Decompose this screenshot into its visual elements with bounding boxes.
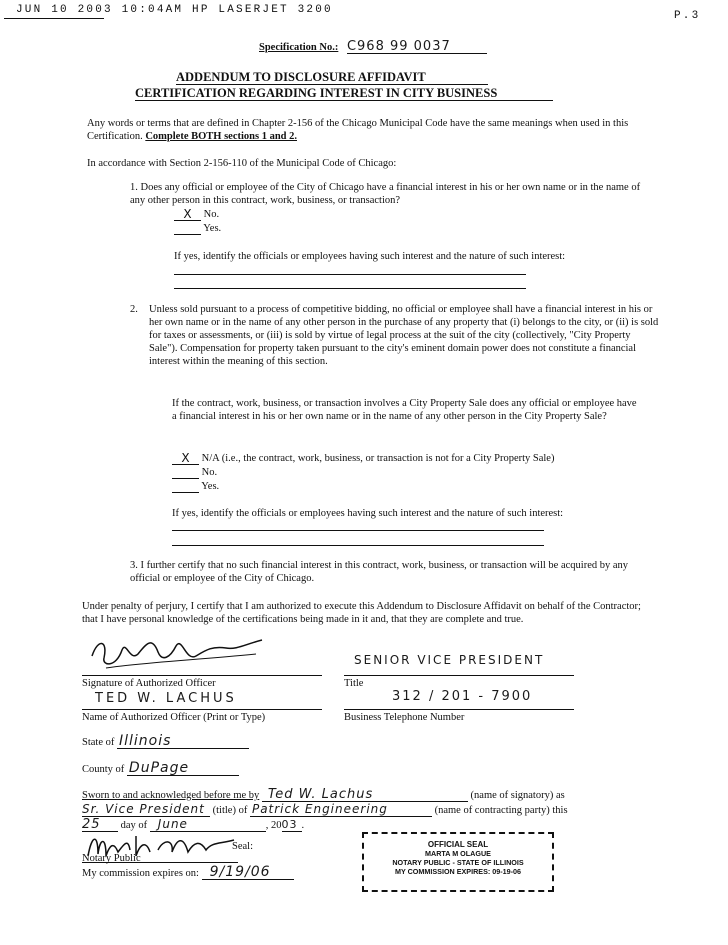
specification-number: C968 99 0037 (347, 40, 487, 54)
q1-option-yes (174, 222, 221, 235)
officer-name-line (82, 709, 322, 710)
question-2-text: Unless sold pursuant to a process of competitive bidding, no official or employee shall have a financial interest in his or her own name or in the name of any other person in the purchase of any property that (i) belongs to the city, or (ii) is sold for taxes or assessments, or (iii) is sold by virtue of legal process at the suit of the city (collectively, "City Property Sale"). Compensation for property taken pursuant to the city's eminent domain power does not constitute a financial interest within the meaning of this section. (149, 304, 659, 367)
month-value: June (150, 818, 266, 832)
phone-value: 312 / 201 - 7900 (392, 689, 533, 704)
specification-field (259, 40, 487, 54)
q2-answer-line-2 (172, 545, 544, 546)
intro-emphasis: Complete BOTH sections 1 and 2. (145, 131, 297, 142)
seal-title: OFFICIAL SEAL (427, 840, 489, 849)
q2-no-label: No. (201, 467, 218, 478)
q1-answer-line-2 (174, 288, 526, 289)
seal-state: NOTARY PUBLIC - STATE OF ILLINOIS (392, 858, 524, 867)
officer-signature (86, 632, 276, 674)
title-value: SENIOR VICE PRESIDENT (354, 653, 545, 667)
document-title: ADDENDUM TO DISCLOSURE AFFIDAVIT (176, 70, 426, 84)
q2-na-label: N/A (i.e., the contract, work, business, or transaction is not for a City Property Sale) (201, 453, 555, 464)
perjury-statement: Under penalty of perjury, I certify that I am authorized to execute this Addendum to Disclosure Affidavit on behalf of the Contractor; that I have personal knowledge of the certifications being made in it and, that they are complete and true. (82, 601, 641, 625)
sworn-label: Sworn to and acknowledged before me by (82, 790, 260, 801)
year-value: 03 (282, 818, 302, 832)
contracting-party-value: Patrick Engineering (250, 803, 432, 817)
commission-value: 9/19/06 (202, 866, 294, 880)
officer-name-value: TED W. LACHUS (95, 691, 237, 706)
accordance-line: In accordance with Section 2-156-110 of the Municipal Code of Chicago: (87, 158, 397, 169)
intro-text: Any words or terms that are defined in Chapter 2-156 of the Chicago Municipal Code have the same meanings when used in this Certification. (87, 118, 629, 142)
document-subtitle: CERTIFICATION REGARDING INTEREST IN CITY BUSINESS (135, 86, 498, 100)
q2-option-na (172, 452, 554, 465)
signature-label: Signature of Authorized Officer (82, 678, 216, 689)
q1-answer-line-1 (174, 274, 526, 275)
fax-page-number: P.3 (674, 10, 701, 22)
phone-line (344, 709, 574, 710)
state-value: Illinois (117, 735, 249, 749)
question-1-text: 1. Does any official or employee of the City of Chicago have a financial interest in his or her own name or in the name of any other person in this contract, work, business, or transaction? (130, 182, 641, 206)
specification-label: Specification No.: (259, 42, 339, 53)
phone-label: Business Telephone Number (344, 712, 465, 723)
q2-yes-blank (172, 492, 199, 493)
q1-no-label: No. (203, 209, 220, 220)
intro-paragraph (87, 117, 642, 143)
state-field (82, 735, 249, 749)
q1-if-yes-text: If yes, identify the officials or employees having such interest and the nature of such interest: (174, 251, 566, 262)
q1-yes-blank (174, 234, 201, 235)
q2-option-no (172, 466, 217, 479)
fax-header-stamp: JUN 10 2003 10:04AM HP LASERJET 3200 (16, 4, 333, 16)
title-label: Title (344, 678, 364, 689)
title-underline-1 (176, 84, 488, 85)
commission-label: My commission expires on: (82, 868, 199, 879)
contracting-party-label: (name of contracting party) this (434, 805, 568, 816)
notary-public-label: Notary Public (82, 853, 141, 864)
question-3-text: 3. I further certify that no such financial interest in this contract, work, business, or transaction will be acquired by any official or employee of the City of Chicago. (130, 560, 629, 584)
year-suffix: . (301, 820, 305, 831)
question-2-subquestion: If the contract, work, business, or transaction involves a City Property Sale does any official or employee have a financial interest in his or her own name or in the name of any other person in the City Property Sale? (172, 398, 637, 422)
signature-line (82, 675, 322, 676)
fax-header-rule (4, 18, 104, 19)
signatory-value: Ted W. Lachus (262, 788, 468, 802)
county-label: County of (82, 764, 125, 775)
state-label: State of (82, 737, 115, 748)
sworn-line (82, 788, 565, 802)
q2-if-yes-text: If yes, identify the officials or employees having such interest and the nature of such interest: (172, 508, 564, 519)
day-value: 25 (82, 818, 118, 832)
q2-yes-label: Yes. (201, 481, 220, 492)
question-2-number: 2. (130, 304, 138, 315)
county-field (82, 762, 239, 776)
title-underline-2 (135, 100, 553, 101)
title-party-line (82, 803, 568, 817)
q2-no-blank (172, 478, 199, 479)
q2-option-yes (172, 480, 219, 493)
commission-field (82, 866, 294, 880)
officer-name-label: Name of Authorized Officer (Print or Type) (82, 712, 266, 723)
q1-no-checkmark: X (174, 209, 201, 221)
q1-yes-label: Yes. (203, 223, 222, 234)
q2-na-checkmark: X (172, 453, 199, 465)
year-prefix: , 20 (265, 820, 282, 831)
official-seal (362, 832, 554, 892)
q2-answer-line-1 (172, 530, 544, 531)
signatory-label: (name of signatory) as (470, 790, 565, 801)
seal-label: Seal: (232, 841, 253, 852)
seal-notary-name: MARTA M OLAGUE (425, 849, 491, 858)
title-line (344, 675, 574, 676)
notary-title-label: (title) of (212, 805, 248, 816)
seal-expiration: MY COMMISSION EXPIRES: 09-19-06 (394, 867, 522, 876)
day-label: day of (120, 820, 148, 831)
notary-title-value: Sr. Vice President (82, 803, 210, 817)
county-value: DuPage (127, 762, 239, 776)
q1-option-no (174, 208, 219, 221)
